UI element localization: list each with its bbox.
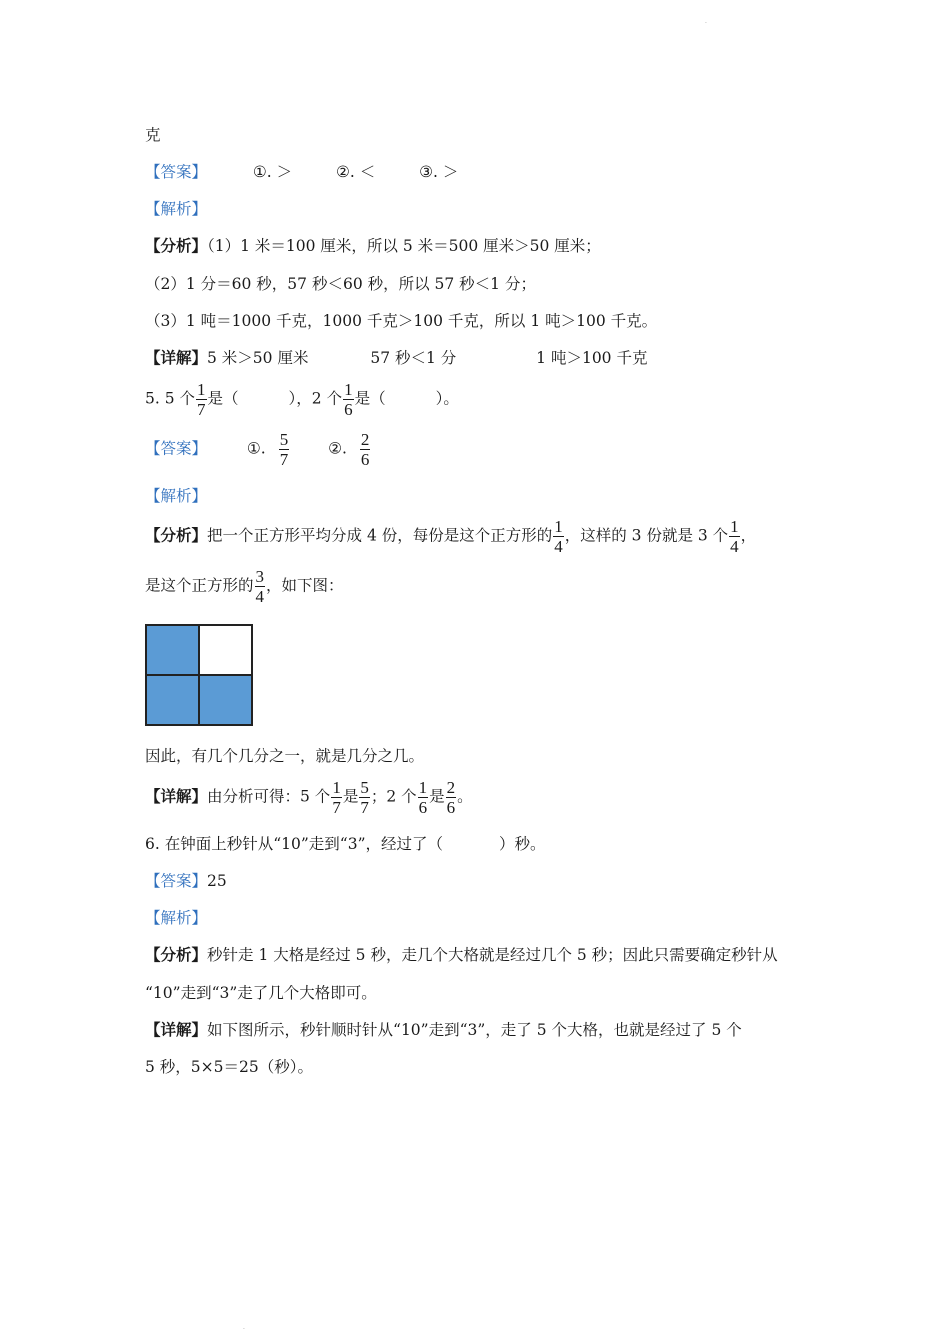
q6-answer-row bbox=[145, 870, 227, 892]
q5-analysis-text-3: ， bbox=[740, 526, 757, 545]
q5-fraction-1: $\frac{1}{7}$ bbox=[197, 380, 206, 419]
detail-tag: 【详解】 bbox=[145, 348, 208, 367]
q4-analysis-line-2: （2）1 分＝60 秒，57 秒＜60 秒，所以 57 秒＜1 分； bbox=[145, 275, 536, 293]
fenxi-tag: 【分析】 bbox=[145, 945, 208, 964]
q4-tail: 克 bbox=[145, 126, 161, 144]
q5-mid: ），2 个 bbox=[288, 389, 343, 408]
q4-answer-3: ③. ＞ bbox=[419, 163, 459, 181]
q5-detail-text-1: 由分析可得：5 个 bbox=[207, 787, 331, 806]
detail-tag: 【详解】 bbox=[145, 786, 208, 806]
q6-detail-line-2: 5 秒，5×5＝25（秒）。 bbox=[145, 1058, 313, 1076]
q5-blank-open-1: 是（ bbox=[207, 389, 239, 408]
q5-detail-row bbox=[145, 778, 473, 817]
answer-tag: 【答案】 bbox=[145, 163, 208, 181]
q6-question bbox=[145, 833, 546, 855]
answer-tag: 【答案】 bbox=[145, 872, 208, 890]
q5-answer-row bbox=[145, 430, 371, 469]
q5-detail-text-2: 是 bbox=[342, 787, 359, 806]
q4-answer-2: ②. ＜ bbox=[336, 163, 376, 181]
q5-answer-fraction-1: $\frac{5}{7}$ bbox=[279, 430, 289, 469]
q6-detail-line-1 bbox=[145, 1019, 742, 1041]
q5-analysis-text-4: 是这个正方形的 bbox=[145, 576, 254, 595]
q4-answer-1: ①. ＞ bbox=[252, 163, 293, 181]
q5-detail-text-4: 是 bbox=[429, 787, 445, 806]
q5-blank-open-2: 是（ bbox=[354, 389, 386, 408]
q5-end: ）。 bbox=[435, 389, 459, 408]
q5-question bbox=[145, 380, 459, 419]
q4-answer-row bbox=[145, 161, 458, 183]
q4-detail-2: 57 秒＜1 分 bbox=[370, 349, 457, 367]
q5-answer-2-label: ②. bbox=[328, 439, 347, 458]
q5-detail-fraction-2: $\frac{5}{7}$ bbox=[360, 778, 369, 817]
fenxi-tag: 【分析】 bbox=[145, 236, 208, 255]
q6-analysis-line-1 bbox=[145, 944, 778, 966]
q5-analysis-tag: 【解析】 bbox=[145, 487, 208, 505]
q5-fraction-2: $\frac{1}{6}$ bbox=[344, 380, 353, 419]
q5-analysis-fraction-1: $\frac{1}{4}$ bbox=[554, 517, 563, 556]
q4-analysis-line-3: （3）1 吨＝1000 千克，1000 千克＞100 千克，所以 1 吨＞100 千克。 bbox=[145, 312, 658, 330]
corner-dot: · bbox=[705, 20, 707, 27]
q6-analysis-line-2: “10”走到“3”走了几个大格即可。 bbox=[145, 984, 377, 1002]
grid-cell-filled bbox=[146, 625, 199, 675]
q5-detail-text-3: ；2 个 bbox=[370, 787, 417, 806]
answer-tag: 【答案】 bbox=[145, 439, 208, 458]
q5-detail-text-5: 。 bbox=[457, 787, 473, 806]
q4-analysis-tag: 【解析】 bbox=[145, 200, 208, 218]
q4-analysis-line-1 bbox=[145, 235, 601, 257]
q5-analysis-line-1 bbox=[145, 517, 756, 556]
grid-cell-empty bbox=[199, 625, 252, 675]
q5-detail-fraction-1: $\frac{1}{7}$ bbox=[332, 778, 341, 817]
q5-answer-fraction-2: $\frac{2}{6}$ bbox=[360, 430, 370, 469]
q5-answer-1-label: ①. bbox=[246, 439, 266, 458]
q5-analysis-text-2: ，这样的 3 份就是 3 个 bbox=[564, 526, 729, 545]
q4-detail-1: 5 米＞50 厘米 bbox=[207, 349, 309, 367]
q6-answer-value: 25 bbox=[207, 872, 227, 890]
footer-dot: · bbox=[243, 1326, 245, 1333]
q5-prefix: 5. 5 个 bbox=[145, 389, 196, 408]
q6-analysis-tag: 【解析】 bbox=[145, 909, 208, 927]
detail-tag: 【详解】 bbox=[145, 1020, 208, 1039]
grid-cell-filled bbox=[146, 675, 199, 725]
q5-analysis-fraction-2: $\frac{1}{4}$ bbox=[730, 517, 739, 556]
q5-analysis-line-2 bbox=[145, 567, 344, 606]
q4-analysis-text-1: （1）1 米＝100 厘米，所以 5 米＝500 厘米＞50 厘米； bbox=[207, 237, 601, 255]
fenxi-tag: 【分析】 bbox=[145, 525, 208, 545]
grid-cell-filled bbox=[199, 675, 252, 725]
q6-detail-text-1: 如下图所示，秒针顺时针从“10”走到“3”，走了 5 个大格，也就是经过了 5 个 bbox=[207, 1021, 742, 1039]
q5-analysis-fraction-3: $\frac{3}{4}$ bbox=[255, 567, 265, 606]
q6-analysis-text-1: 秒针走 1 大格是经过 5 秒，走几个大格就是经过几个 5 秒；因此只需要确定秒针从 bbox=[207, 946, 778, 964]
q6-question-end: ）秒。 bbox=[499, 835, 546, 853]
q6-question-text: 6. 在钟面上秒针从“10”走到“3”，经过了（ bbox=[145, 835, 443, 853]
q5-analysis-text-1: 把一个正方形平均分成 4 份，每份是这个正方形的 bbox=[207, 526, 553, 545]
q4-detail-row bbox=[145, 347, 647, 369]
q4-detail-3: 1 吨＞100 千克 bbox=[536, 349, 648, 367]
q5-analysis-text-5: ，如下图： bbox=[266, 576, 344, 595]
q5-detail-fraction-4: $\frac{2}{6}$ bbox=[446, 778, 456, 817]
q5-conclusion: 因此，有几个几分之一，就是几分之几。 bbox=[145, 747, 425, 765]
square-fraction-diagram bbox=[145, 624, 253, 726]
q5-detail-fraction-3: $\frac{1}{6}$ bbox=[418, 778, 428, 817]
